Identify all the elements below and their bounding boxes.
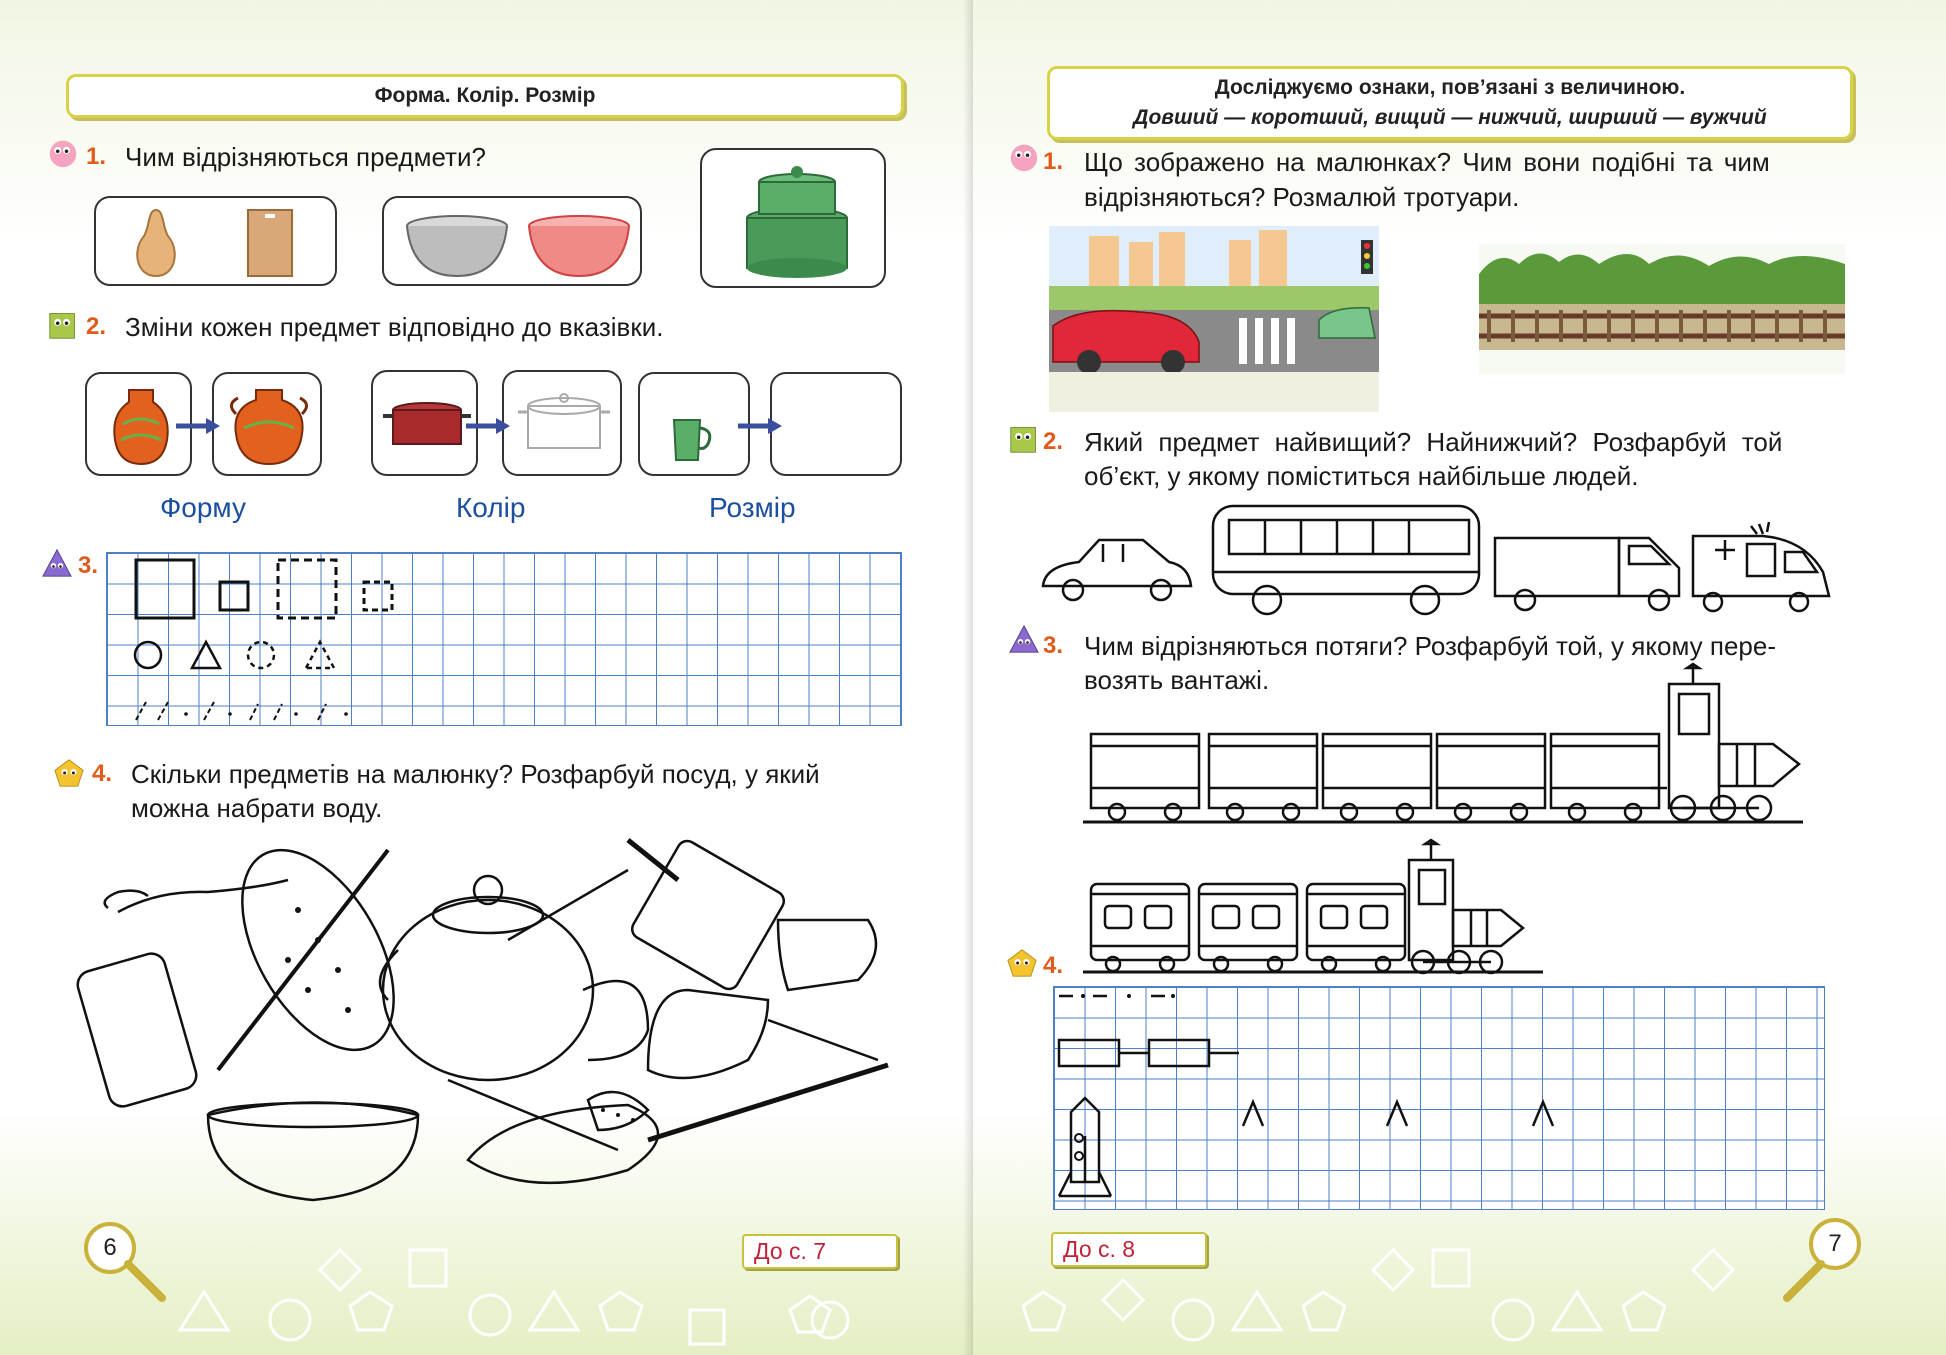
right-reference-label: До с. 8 — [1051, 1232, 1207, 1267]
pink-circle-mascot-icon — [46, 138, 80, 168]
purple-triangle-mascot-icon-r — [1007, 624, 1041, 654]
passenger-train-drawing[interactable] — [1083, 834, 1543, 974]
vehicles-coloring-drawing[interactable] — [1039, 500, 1855, 620]
grid-pattern-shapes-right — [1053, 986, 1653, 1210]
arrow-right-icon — [176, 416, 222, 436]
magnifier-handle-icon — [126, 1262, 166, 1302]
yellow-pentagon-mascot-icon — [52, 758, 86, 788]
pink-bowl-icon — [524, 212, 634, 278]
green-mug-icon — [668, 414, 716, 464]
right-page — [973, 0, 1946, 1355]
decorative-shapes-right — [1013, 1240, 1773, 1355]
red-pot-icon — [381, 398, 473, 454]
right-task3-line1: Чим відрізняються потяги? Розфарбуй той, у якому пере- — [1084, 631, 1776, 661]
right-task2-line2: об’єкт, у якому поміститься найбільше людей. — [1084, 461, 1639, 491]
arrow-right-icon-2 — [466, 416, 512, 436]
left-task3-number: 3. — [78, 552, 99, 579]
left-task4-line1: Скільки предметів на малюнку? Розфарбуй посуд, у який — [131, 759, 820, 789]
left-page-number: 6 — [84, 1222, 136, 1274]
right-task3-line2: возять вантажі. — [1084, 665, 1270, 695]
jug-changed-box — [212, 372, 322, 476]
arrow-right-icon-3 — [738, 416, 784, 436]
left-task2-number: 2. — [86, 313, 107, 340]
yellow-pentagon-mascot-icon-r — [1005, 948, 1039, 978]
left-page-title — [66, 74, 904, 118]
right-task2-line1: Який предмет найвищий? Найнижчий? Розфарбуй той — [1084, 427, 1783, 457]
green-square-mascot-icon — [46, 310, 80, 340]
right-title-line2: Довший — коротший, вищий — нижчий, ширший — вужчий — [1133, 106, 1767, 129]
task1-box-pots — [700, 148, 886, 288]
right-task1-line1: Що зображено на малюнках? Чим вони подібні та чим — [1084, 147, 1770, 177]
right-task1-line2: відрізняються? Розмалюй тротуари. — [1084, 182, 1520, 212]
kitchenware-coloring-drawing[interactable] — [88, 830, 900, 1210]
caption-size: Розмір — [709, 492, 796, 523]
right-task1-number: 1. — [1043, 148, 1064, 175]
green-pots-icon — [732, 158, 862, 282]
metal-bowl-icon — [402, 212, 512, 278]
left-title-text: Форма. Колір. Розмір — [374, 84, 596, 107]
caption-shape: Форму — [160, 492, 246, 523]
right-task3-number: 3. — [1043, 632, 1064, 659]
left-task1-number: 1. — [86, 143, 107, 170]
mug-empty-box[interactable] — [770, 372, 902, 476]
city-crosswalk-picture — [1049, 226, 1379, 412]
left-reference-label: До с. 7 — [742, 1234, 898, 1269]
purple-triangle-mascot-icon — [40, 548, 74, 578]
right-page-number: 7 — [1809, 1218, 1861, 1270]
grid-pattern-shapes — [106, 552, 506, 726]
freight-train-drawing[interactable] — [1083, 664, 1803, 824]
square-board-icon — [244, 204, 296, 280]
right-task2-number: 2. — [1043, 428, 1064, 455]
caption-color: Колір — [456, 492, 526, 523]
pot-changed-box — [502, 370, 622, 476]
orange-jug-icon — [105, 384, 177, 468]
magnifier-handle-icon-r — [1783, 1262, 1823, 1302]
left-task1-text: Чим відрізняються предмети? — [125, 142, 486, 172]
pot-original-box — [371, 370, 478, 476]
outline-pot-icon — [516, 392, 612, 458]
orange-amphora-icon — [226, 384, 312, 468]
railway-picture — [1479, 244, 1845, 374]
right-task4-number: 4. — [1043, 952, 1064, 979]
decorative-shapes-left — [170, 1240, 950, 1355]
right-page-title — [1047, 66, 1853, 140]
pear-board-icon — [126, 206, 186, 280]
mug-original-box — [638, 372, 750, 476]
pink-circle-mascot-icon-r — [1007, 142, 1041, 172]
left-task4-line2: можна набрати воду. — [131, 793, 383, 823]
right-title-line1: Досліджуємо ознаки, пов’язані з величиною. — [1214, 76, 1686, 99]
left-task2-text: Зміни кожен предмет відповідно до вказівки. — [125, 312, 664, 342]
left-task4-number: 4. — [92, 760, 113, 787]
task1-box-bowls — [382, 196, 642, 286]
task1-box-cutting-boards — [94, 196, 337, 286]
green-square-mascot-icon-r — [1007, 424, 1041, 454]
